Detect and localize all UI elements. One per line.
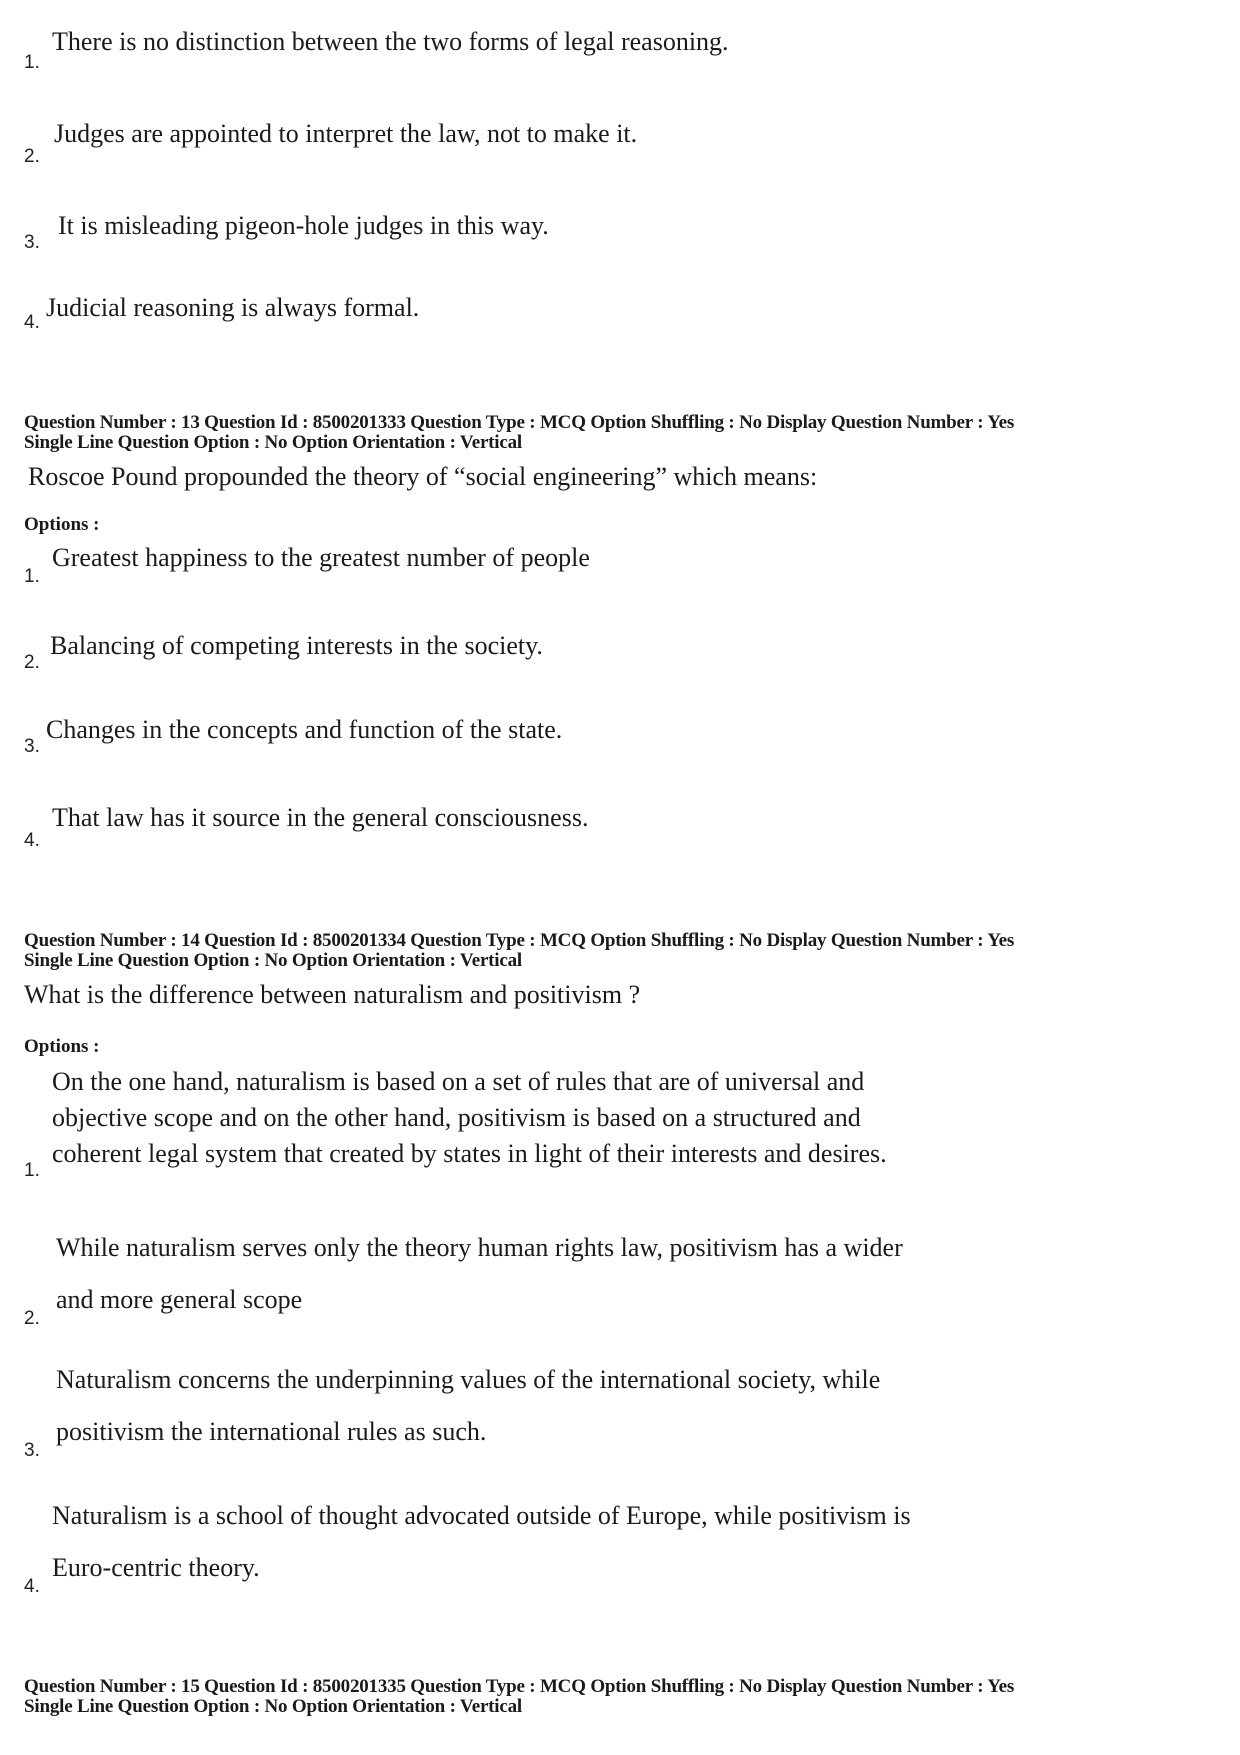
option-number: 4. <box>24 312 40 333</box>
option-number: 2. <box>24 1308 40 1329</box>
options-label: Options : <box>24 514 100 535</box>
option-number: 1. <box>24 566 40 587</box>
option-text: There is no distinction between the two forms of legal reasoning. <box>52 27 729 56</box>
option-number: 3. <box>24 736 40 757</box>
option-text-line: positivism the international rules as such. <box>56 1417 487 1446</box>
option-text-line: objective scope and on the other hand, positivism is based on a structured and <box>52 1103 861 1132</box>
option-text-line: While naturalism serves only the theory human rights law, positivism has a wider <box>56 1233 903 1262</box>
option-text-line: On the one hand, naturalism is based on a set of rules that are of universal and <box>52 1067 865 1096</box>
question-meta-line1: Question Number : 14 Question Id : 8500201334 Question Type : MCQ Option Shuffling : No Display Question Number : Yes <box>24 930 1015 951</box>
question-meta-line2: Single Line Question Option : No Option Orientation : Vertical <box>24 432 522 453</box>
option-text: Changes in the concepts and function of the state. <box>46 715 563 744</box>
options-label: Options : <box>24 1036 100 1057</box>
question-meta-line1: Question Number : 13 Question Id : 8500201333 Question Type : MCQ Option Shuffling : No Display Question Number : Yes <box>24 412 1015 433</box>
question-meta-line1: Question Number : 15 Question Id : 8500201335 Question Type : MCQ Option Shuffling : No Display Question Number : Yes <box>24 1676 1015 1697</box>
question-text: Roscoe Pound propounded the theory of “social engineering” which means: <box>28 462 818 491</box>
question-text: What is the difference between naturalism and positivism ? <box>24 980 641 1009</box>
option-number: 2. <box>24 652 40 673</box>
option-number: 1. <box>24 1160 40 1181</box>
option-text-line: Euro-centric theory. <box>52 1553 260 1582</box>
option-text-line: Naturalism concerns the underpinning values of the international society, while <box>56 1365 881 1394</box>
option-number: 4. <box>24 830 40 851</box>
option-text: It is misleading pigeon-hole judges in this way. <box>58 211 549 240</box>
option-text: Judges are appointed to interpret the law, not to make it. <box>54 119 638 148</box>
option-number: 3. <box>24 232 40 253</box>
option-text-line: and more general scope <box>56 1285 303 1314</box>
question-meta-line2: Single Line Question Option : No Option Orientation : Vertical <box>24 950 522 971</box>
option-text: Balancing of competing interests in the society. <box>50 631 543 660</box>
option-text: Greatest happiness to the greatest number of people <box>52 543 590 572</box>
option-number: 3. <box>24 1440 40 1461</box>
option-text-line: Naturalism is a school of thought advocated outside of Europe, while positivism is <box>52 1501 911 1530</box>
option-number: 1. <box>24 52 40 73</box>
option-number: 4. <box>24 1576 40 1597</box>
option-text: Judicial reasoning is always formal. <box>46 293 420 322</box>
question-meta-line2: Single Line Question Option : No Option Orientation : Vertical <box>24 1696 522 1717</box>
option-number: 2. <box>24 146 40 167</box>
option-text-line: coherent legal system that created by states in light of their interests and desires. <box>52 1139 887 1168</box>
option-text: That law has it source in the general consciousness. <box>52 803 589 832</box>
